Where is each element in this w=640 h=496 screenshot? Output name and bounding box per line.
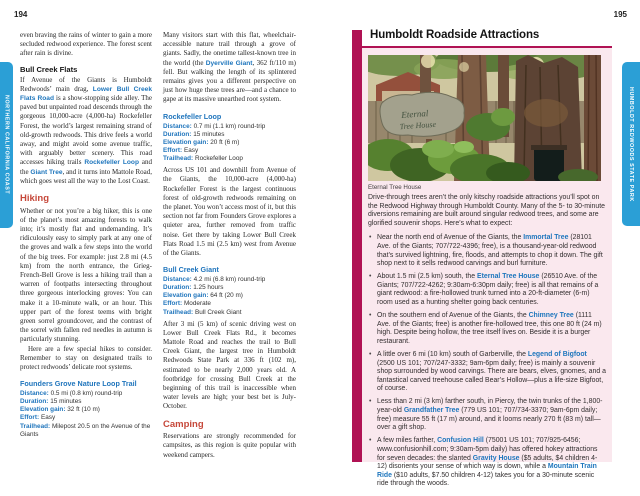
trail-stat-elevation: Elevation gain: 32 ft (10 m)	[20, 406, 100, 414]
trail-block-rockefeller-loop	[163, 112, 296, 259]
bull-creek-flats-paragraph: If Avenue of the Giants is Humboldt Redwoods’ main drag, Lower Bull Creek Flats Road is a show-stopping side alley. The paved but unpainted road descends through the gorgeous 10,000-acre (4,000-ha) Rockefeller Forest, the world’s largest remaining strand of old-growth redwoods. This drive feels a world away, and might avoid some avenue traffic, with arguably better scenery. This road accesses hiking trails Rockefeller Loop and the Giant Tree, and it turns into Mattole Road, which goes west all the way to the Lost Coast.	[20, 75, 153, 185]
photo-caption: Eternal Tree House	[368, 183, 422, 191]
trail-block-bull-creek-giant	[163, 265, 296, 412]
list-item-eternal-tree-house: • About 1.5 mi (2.5 km) south, the Eternal Tree House (26510 Ave. of the Giants; 707/722-4262; 9:30am-6:30pm daily; free) is all that remains of a giant redwood: a fire-hollowed trunk turned into a 20-ft-diameter (6-m) room used as a hunting shelter going back centuries.	[368, 273, 606, 307]
trail-stat-distance: Distance: 0.5 mi (0.8 km) round-trip	[20, 390, 123, 398]
trail-stat-trailhead: Trailhead: Bull Creek Giant	[163, 308, 242, 316]
carryover-paragraph: even braving the rains of winter to gain a more secluded redwood experience. The forest scent after rain is divine.	[20, 31, 152, 58]
photo-sign-line-2: Tree House	[399, 119, 437, 132]
highlight-box-body	[368, 194, 606, 493]
hiking-heading: Hiking	[20, 193, 50, 205]
list-item-grandfather-tree: • Less than 2 mi (3 km) farther south, in Piercy, the twin trunks of the 1,800-year-old Grandfather Tree (779 US 101; 707/734-3370; 9am-6pm daily; free) measure 55 ft (17 m) around, and it looms nearly 270 ft (83 m) tall—over a gift shop.	[368, 398, 606, 432]
highlight-box-intro: Drive-through trees aren’t the only kitschy roadside attractions you’ll spot on the Redwood Highway through Humboldt County. Many of the 5- to 30-minute diversions remaining are built around singular redwood trees, and some are glorified souvenir shops. Here’s what to expect:	[368, 194, 605, 227]
eternal-tree-house-photo	[368, 55, 601, 181]
trail-title: Bull Creek Giant	[163, 265, 219, 275]
trail-stat-trailhead: Trailhead: Milepost 20.5 on the Avenue of the Giants	[20, 422, 151, 438]
chapter-tab-left-label: NORTHERN CALIFORNIA COAST	[3, 95, 10, 195]
bull-creek-flats-heading: Bull Creek Flats	[20, 64, 78, 74]
trail-stat-effort: Effort: Easy	[163, 146, 199, 154]
chapter-tab-left	[0, 62, 13, 228]
hiking-paragraph-2: Here are a few special hikes to consider. Remember to stay on designated trails to protect redwoods’ delicate root systems.	[20, 344, 152, 371]
trail-stat-duration: Duration: 1.25 hours	[163, 284, 224, 292]
attractions-list	[368, 234, 606, 489]
photo-sign-line-1: Eternal	[400, 108, 429, 120]
visitors-paragraph: Many visitors start with this flat, wheelchair-accessible nature trail through a grove of giants. Sadly, the onetime tallest-known tree in the world (the Dyerville Giant, 362 ft/110 m) fell. But walking the length of its splintered remains gives you a different perspective on just how huge these trees are—and a chance to gape at its massive unearthed root system.	[163, 31, 296, 104]
list-item-confusion-hill: • A few miles farther, Confusion Hill (75001 US 101; 707/925-6456; www.confusionhill.com; 9:30am-5pm daily) has offered hokey attractions for seven decades: the slanted Gravity House ($5 adults, $4 children 4-12) disorients your sense of which way is down, while a Mountain Train Ride ($10 adults, $7.50 children 4-12) takes you for a 30-minute scenic ride through the woods.	[368, 437, 606, 489]
camping-heading: Camping	[163, 418, 204, 430]
list-item-immortal-tree: • Near the north end of Avenue of the Giants, the Immortal Tree (28101 Ave. of the Giants; 707/722-4396; free), is a thousand-year-old redwood that’s survived lightning, fire, floods, and attempts to chop it down. The gift shop next to it sells redwood carvings and burl furniture.	[368, 234, 606, 268]
highlight-box-title-rule	[362, 46, 612, 48]
highlight-box-title: Humboldt Roadside Attractions	[370, 29, 540, 41]
trail-block-founders-grove	[20, 379, 152, 439]
trail-stat-duration: Duration: 15 minutes	[163, 130, 225, 138]
hiking-paragraph-1: Whether or not you’re a big hiker, this is one of the planet’s most amazing forests to walk into; it’s mostly flat and undemanding. It’s ridiculously easy to simply park at any one of the groves and walk a few steps into the world of the big trees. For example: just 2.8 mi (4.5 km) from the north entrance, the Grieg-French-Bell Grove is less a hiking trail than a warren of footpaths intersecting throughout three gorgeous interlocking groves: You can make it a 10-minute walk, or an hour. This upper part of the forest teems with bright green sorrel groundcover, and the contrast of the sorrel with fallen red needles in autumn is particularly stunning.	[20, 206, 152, 344]
trail-stat-duration: Duration: 15 minutes	[20, 398, 82, 406]
list-item-chimney-tree: • On the southern end of Avenue of the Giants, the Chimney Tree (1111 Ave. of the Giants; free) is another fire-hollowed tree, this one 80 ft (24 m) high. Despite being hollow, the tree itself lives on. Beside it is a burger restaurant.	[368, 312, 606, 346]
list-item-legend-of-bigfoot: • A little over 6 mi (10 km) south of Garberville, the Legend of Bigfoot (2500 US 101; 707/247-3332; 9am-6pm daily; free) is mainly a souvenir shop surrounded by wood carvings. There are bears, elves, gnomes, and a fantastical carved treehouse called Bear’s Hollow—plus a life-size Bigfoot, of course.	[368, 351, 606, 394]
trail-title: Rockefeller Loop	[163, 111, 222, 121]
trail-stat-distance: Distance: 0.7 mi (1.1 km) round-trip	[163, 122, 266, 130]
trail-stat-effort: Effort: Easy	[20, 414, 56, 422]
left-page-column-1	[20, 31, 152, 439]
page-number-left: 194	[14, 10, 28, 19]
highlight-box-accent-bar	[352, 30, 362, 462]
section-tab-right	[622, 62, 640, 226]
rockefeller-loop-paragraph: Across US 101 and downhill from Avenue of the Giants, the 10,000-acre (4,000-ha) Rockefeller Forest is the largest continuous forest of old-growth redwoods remaining on the planet. You won’t access most of it, but this section not far from Founders Grove explores a quieter area, further removed from traffic noise. Get there by taking Lower Bull Creek Flats Road 1.5 mi (2.5 km) west from Avenue of the Giants.	[163, 166, 296, 257]
trail-stat-trailhead: Trailhead: Rockefeller Loop	[163, 155, 243, 162]
trail-stat-distance: Distance: 4.2 mi (6.8 km) round-trip	[163, 276, 266, 284]
trail-stat-elevation: Elevation gain: 64 ft (20 m)	[163, 292, 243, 300]
camping-paragraph: Reservations are strongly recommended for campsites, as this region is quite popular with weekend campers.	[163, 432, 296, 459]
trail-title: Founders Grove Nature Loop Trail	[20, 379, 137, 389]
left-page-column-2	[163, 31, 296, 460]
trail-stat-effort: Effort: Moderate	[163, 300, 211, 308]
trail-stat-elevation: Elevation gain: 20 ft (6 m)	[163, 138, 240, 146]
page-number-right: 195	[613, 10, 627, 19]
section-tab-right-label: HUMBOLDT REDWOODS STATE PARK	[628, 86, 634, 202]
bull-creek-giant-paragraph: After 3 mi (5 km) of scenic driving west on Lower Bull Creek Flats Rd., it becomes Mattole Road and reaches the trail to Bull Creek Giant, the largest tree in Humboldt Redwoods State Park at 336 ft (102 m), estimated to be nearly 2,000 years old. A footbridge for crossing Bull Creek at the beginning of this trail is inaccessible when water levels are high; your best bet is July-October.	[163, 319, 296, 411]
